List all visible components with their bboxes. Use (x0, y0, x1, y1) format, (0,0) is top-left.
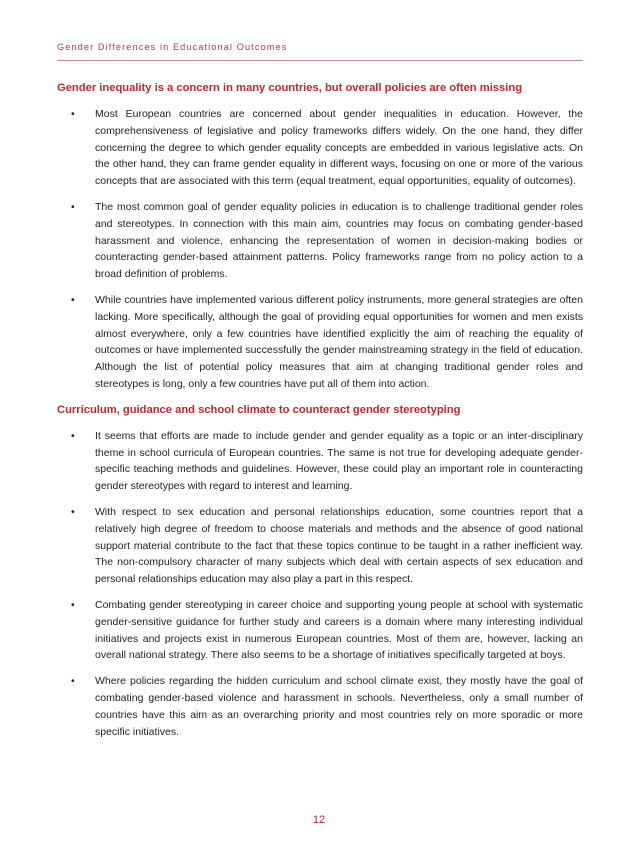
page-body (57, 80, 583, 749)
running-header-title: Gender Differences in Educational Outcomes (57, 42, 288, 52)
list-item-text: The most common goal of gender equality policies in education is to challenge traditional gender roles and stereotypes. In connection with this main aim, countries may focus on combating gender-based harassment and violence, enhancing the representation of women in decision-making bodies or counteracting gender-based attainment patterns. Policy frameworks range from no policy action to a broad definition of problems. (95, 200, 583, 281)
bullet-icon: • (71, 293, 75, 306)
list-item-text: With respect to sex education and personal relationships education, some countries report that a relatively high degree of freedom to choose materials and methods and the absence of good national support material contribute to the fact that these topics continue to be taught in a rather inefficient way. The non-compulsory character of many subjects which deal with certain aspects of sex education and personal relationships education may also play a part in this respect. (95, 505, 583, 586)
header-divider (57, 60, 583, 61)
bullet-list-gender-inequality (57, 106, 583, 393)
bullet-icon: • (71, 108, 75, 120)
list-item-text: Combating gender stereotyping in career choice and supporting young people at school with systematic gender-sensitive guidance for further study and careers is a domain where many interesting individual initiatives and projects exist in numerous European countries. Most of them are, however, lacking an overall national strategy. There also seems to be a shortage of initiatives specifically targeted at boys. (95, 598, 583, 662)
bullet-icon: • (71, 598, 75, 611)
list-item (57, 597, 583, 664)
list-item-text: It seems that efforts are made to include gender and gender equality as a topic or an inter-disciplinary theme in school curricula of European countries. The same is not true for developing adequate gender-specific teaching methods and guidelines. However, these could play an important role in counteracting gender stereotypes with regard to interest and learning. (95, 429, 583, 493)
list-item (57, 673, 583, 740)
bullet-icon: • (71, 675, 75, 688)
list-item (57, 292, 583, 393)
bullet-icon: • (71, 505, 75, 518)
section-heading-gender-inequality: Gender inequality is a concern in many countries, but overall policies are often missing (57, 82, 523, 94)
bullet-icon: • (71, 429, 75, 442)
list-item-text: While countries have implemented various different policy instruments, more general strategies are often lacking. More specifically, although the goal of providing equal opportunities for women and men exists almost everywhere, only a few countries have identified explicitly the aim of reaching the equality of outcomes or have implemented successfully the gender mainstreaming strategy in the field of education. Although the list of potential policy measures that aim at changing traditional gender roles and stereotypes is long, only a few countries have put all of them into action. (95, 293, 583, 390)
list-item-text: Most European countries are concerned about gender inequalities in education. However, the comprehensiveness of legislative and policy frameworks differs widely. On the one hand, they differ concerning the degree to which gender equality concepts are embedded in various legislative acts. On the other hand, they can frame gender equality in different ways, focusing on one or more of the various concepts that are associated with this term (equal treatment, equal opportunities, equality of outcomes). (95, 108, 583, 188)
list-item (57, 428, 583, 495)
list-item-text: Where policies regarding the hidden curriculum and school climate exist, they mostly have the goal of combating gender-based violence and harassment in schools. Nevertheless, only a small number of countries have this aim as an overarching priority and most countries rely on more sporadic or more specific initiatives. (95, 675, 583, 738)
bullet-list-curriculum (57, 428, 583, 741)
page-number: 12 (312, 814, 326, 826)
list-item (57, 504, 583, 588)
bullet-icon: • (71, 200, 75, 213)
list-item (57, 199, 583, 283)
list-item (57, 106, 583, 190)
section-heading-curriculum: Curriculum, guidance and school climate to counteract gender stereotyping (57, 403, 461, 416)
